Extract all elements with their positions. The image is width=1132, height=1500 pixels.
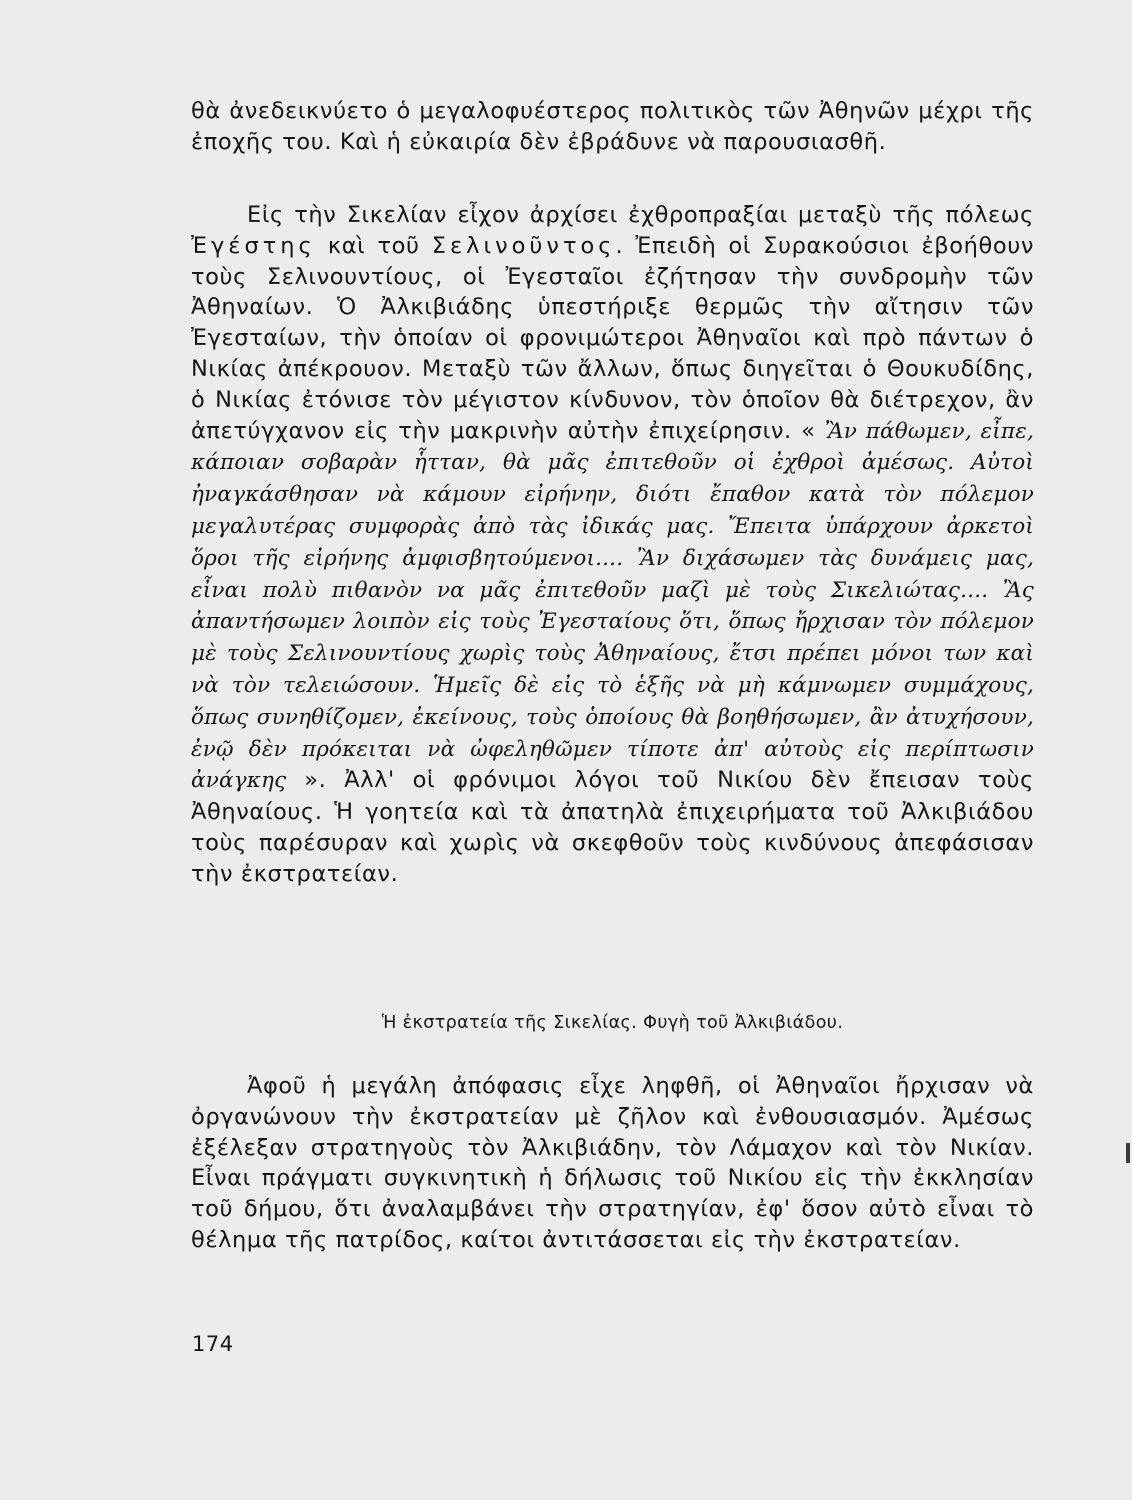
city-name-selinous: Σελινοῦντος <box>431 232 616 259</box>
section-heading: Ἡ ἐκστρατεία τῆς Σικελίας. Φυγὴ τοῦ Ἀλκιβιάδου. <box>381 1013 844 1033</box>
page-number: 174 <box>192 1332 234 1356</box>
text-run: Εἰς τὴν Σικελίαν εἶχον ἀρχίσει ἐχθροπραξίαι μεταξὺ τῆς πόλεως <box>247 202 1034 228</box>
text-run: ». Ἀλλ' οἱ φρόνιμοι λόγοι τοῦ Νικίου δὲν ἔπεισαν τοὺς Ἀθηναίους. Ἡ γοητεία καὶ τὰ ἀπατηλὰ ἐπιχειρήματα τοῦ Ἀλκιβιάδου τοὺς παρέσυραν καὶ χωρὶς νὰ σκεφθοῦν τοὺς κινδύνους ἀπεφάσισαν τὴν ἐκστρατείαν. <box>191 767 1034 887</box>
text-run: . Ἐπειδὴ οἱ Συρακούσιοι ἐβοήθουν τοὺς Σελινουντίους, οἱ Ἐγεσταῖοι ἐζήτησαν τὴν συνδρομὴν τῶν Ἀθηναίων. Ὁ Ἀλκιβιάδης ὑπεστήριξε θερμῶς τὴν αἴτησιν τῶν Ἐγεσταίων, τὴν ὁποίαν οἱ φρονιμώτεροι Ἀθηναῖοι καὶ πρὸ πάντων ὁ Νικίας ἀπέκρουον. Μεταξὺ τῶν ἄλλων, ὅπως διηγεῖται ὁ Θουκυδίδης, ὁ Νικίας ἐτόνισε τὸν μέγιστον κίνδυνον, τὸν ὁποῖον θὰ διέτρεχον, ἂν ἀπετύγχανον εἰς τὴν μακρινὴν αὐτὴν ἐπιχείρησιν. « <box>191 232 1034 444</box>
paragraph-continuation <box>191 96 1034 158</box>
paragraph-text: θὰ ἀνεδεικνύετο ὁ μεγαλοφυέστερος πολιτικὸς τῶν Ἀθηνῶν μέχρι τῆς ἐποχῆς του. Καὶ ἡ εὐκαιρία δὲν ἐβράδυνε νὰ παρουσιασθῆ. <box>191 98 1034 155</box>
text-run: καὶ τοῦ <box>315 232 432 259</box>
paragraph-text: Ἀφοῦ ἡ μεγάλη ἀπόφασις εἶχε ληφθῆ, οἱ Ἀθηναῖοι ἤρχισαν νὰ ὀργανώνουν τὴν ἐκστρατείαν μὲ ζῆλον καὶ ἐνθουσιασμόν. Ἀμέσως ἐξέλεξαν στρατηγοὺς τὸν Ἀλκιβιάδην, τὸν Λάμαχον καὶ τὸν Νικίαν. Εἶναι πράγματι συγκινητικὴ ἡ δήλωσις τοῦ Νικίου εἰς τὴν ἐκκλησίαν τοῦ δήμου, ὅτι ἀναλαμβάνει τὴν στρατηγίαν, ἐφ' ὅσον αὐτὸ εἶναι τὸ θέλημα τῆς πατρίδος, καίτοι ἀντιτάσσεται εἰς τὴν ἐκστρατείαν. <box>191 1073 1034 1253</box>
city-name-egesta: Ἐγέστης <box>191 232 316 259</box>
page-edge-mark <box>1126 1143 1130 1163</box>
nicias-quote: Ἂν πάθωμεν, εἶπε, κάποιαν σοβαρὰν ἧτταν, θὰ μᾶς ἐπιτεθοῦν οἱ ἐχθροὶ ἀμέσως. Αὐτοὶ ἠναγκάσθησαν νὰ κάμουν εἰρήνην, διότι ἔπαθον κατὰ τὸν πόλεμον μεγαλυτέρας συμφορὰς ἀπὸ τὰς ἰδικάς μας. Ἔπειτα ὑπάρχουν ἀρκετοὶ ὅροι τῆς εἰρήνης ἀμφισβητούμενοι.... Ἂν διχάσωμεν τὰς δυνάμεις μας, εἶναι πολὺ πιθανὸν να μᾶς ἐπιτεθοῦν μαζὶ μὲ τοὺς Σικελιώτας.... Ἂς ἀπαντήσωμεν λοιπὸν εἰς τοὺς Ἐγεσταίους ὅτι, ὅπως ἤρχισαν τὸν πόλεμον μὲ τοὺς Σελινουντίους χωρὶς τοὺς Ἀθηναίους, ἔτσι πρέπει μόνοι των καὶ νὰ τὸν τελειώσουν. Ἡμεῖς δὲ εἰς τὸ ἑξῆς νὰ μὴ κάμνωμεν συμμάχους, ὅπως συνηθίζομεν, ἐκείνους, τοὺς ὁποίους θὰ βοηθήσωμεν, ἂν ἀτυχήσουν, ἐνῷ δὲν πρόκειται νὰ ὠφεληθῶμεν τίποτε ἀπ' αὐτοὺς εἰς περίπτωσιν ἀνάγκης <box>191 418 1034 794</box>
paragraph-expedition <box>191 1071 1034 1256</box>
paragraph-sicily-war <box>191 200 1034 890</box>
paragraph-body <box>191 200 1034 890</box>
